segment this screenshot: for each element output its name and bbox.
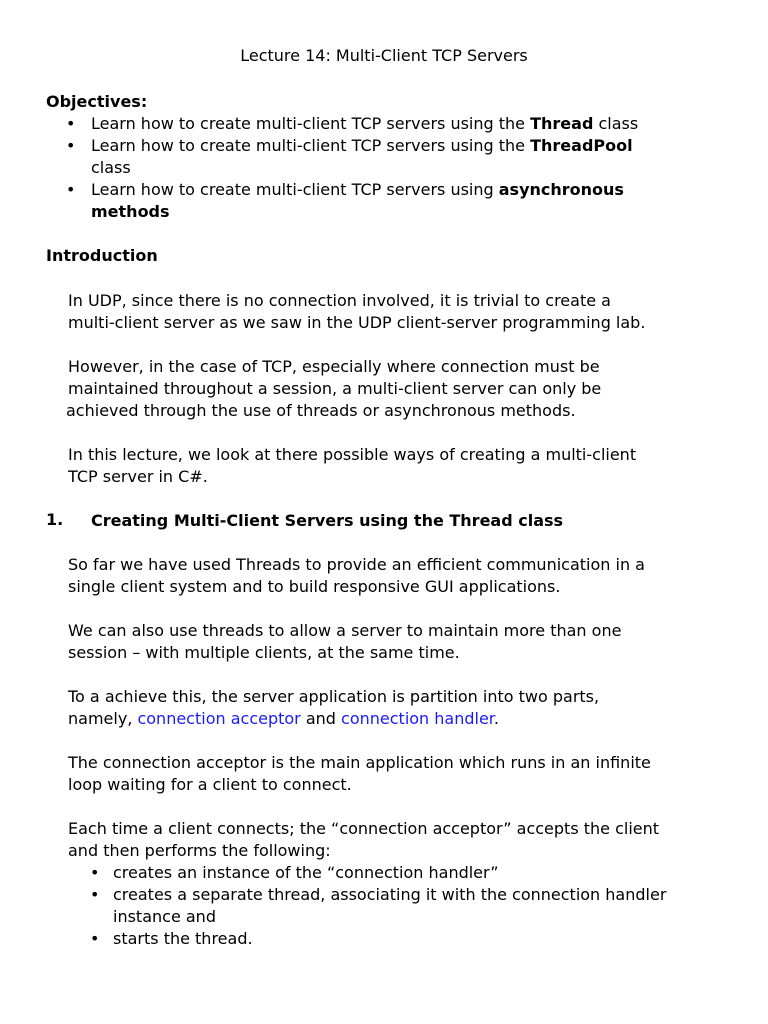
objective-item-2-cont: class <box>91 158 131 177</box>
intro-p3-line1: In this lecture, we look at there possible ways of creating a multi-client <box>68 445 637 464</box>
bullet-icon: • <box>66 136 76 155</box>
bullet-icon: • <box>90 863 100 882</box>
intro-p1-line2: multi-client server as we saw in the UDP client-server programming lab. <box>68 313 646 332</box>
connection-acceptor-link[interactable]: connection acceptor <box>137 709 301 728</box>
intro-p2-line2: maintained throughout a session, a multi-client server can only be <box>68 379 602 398</box>
step-item-2: creates a separate thread, associating it with the connection handler <box>113 885 667 904</box>
step-item-1: creates an instance of the “connection handler” <box>113 863 499 882</box>
step-item-3: starts the thread. <box>113 929 253 948</box>
s1-p1-line1: So far we have used Threads to provide an efficient communication in a <box>68 555 645 574</box>
bullet-icon: • <box>66 114 76 133</box>
s1-p2-line2: session – with multiple clients, at the same time. <box>68 643 460 662</box>
s1-p4-line2: loop waiting for a client to connect. <box>68 775 352 794</box>
step-item-2-cont: instance and <box>113 907 216 926</box>
s1-p4-line1: The connection acceptor is the main application which runs in an infinite <box>68 753 651 772</box>
intro-p2-line1: However, in the case of TCP, especially where connection must be <box>68 357 600 376</box>
connection-handler-link[interactable]: connection handler <box>341 709 494 728</box>
s1-p2-line1: We can also use threads to allow a server to maintain more than one <box>68 621 622 640</box>
intro-p2-line3: achieved through the use of threads or asynchronous methods. <box>66 401 576 420</box>
s1-p3-line1: To a achieve this, the server application is partition into two parts, <box>68 687 600 706</box>
bullet-icon: • <box>90 885 100 904</box>
introduction-heading: Introduction <box>46 246 158 265</box>
intro-p3-line2: TCP server in C#. <box>68 467 208 486</box>
objective-item-3: Learn how to create multi-client TCP servers using asynchronous <box>91 180 624 199</box>
s1-p5-line2: and then performs the following: <box>68 841 331 860</box>
objective-item-2: Learn how to create multi-client TCP servers using the ThreadPool <box>91 136 633 155</box>
objective-item-1: Learn how to create multi-client TCP servers using the Thread class <box>91 114 639 133</box>
bullet-icon: • <box>90 929 100 948</box>
section-number: 1. <box>46 510 64 529</box>
page-title: Lecture 14: Multi-Client TCP Servers <box>240 46 528 65</box>
section-heading: Creating Multi-Client Servers using the Thread class <box>91 511 564 530</box>
objectives-heading: Objectives: <box>46 92 148 111</box>
s1-p5-line1: Each time a client connects; the “connection acceptor” accepts the client <box>68 819 660 838</box>
s1-p1-line2: single client system and to build responsive GUI applications. <box>68 577 561 596</box>
bullet-icon: • <box>66 180 76 199</box>
objective-item-3-cont: methods <box>91 202 170 221</box>
intro-p1-line1: In UDP, since there is no connection involved, it is trivial to create a <box>68 291 611 310</box>
s1-p3-line2: namely, connection acceptor and connection handler. <box>68 709 500 728</box>
